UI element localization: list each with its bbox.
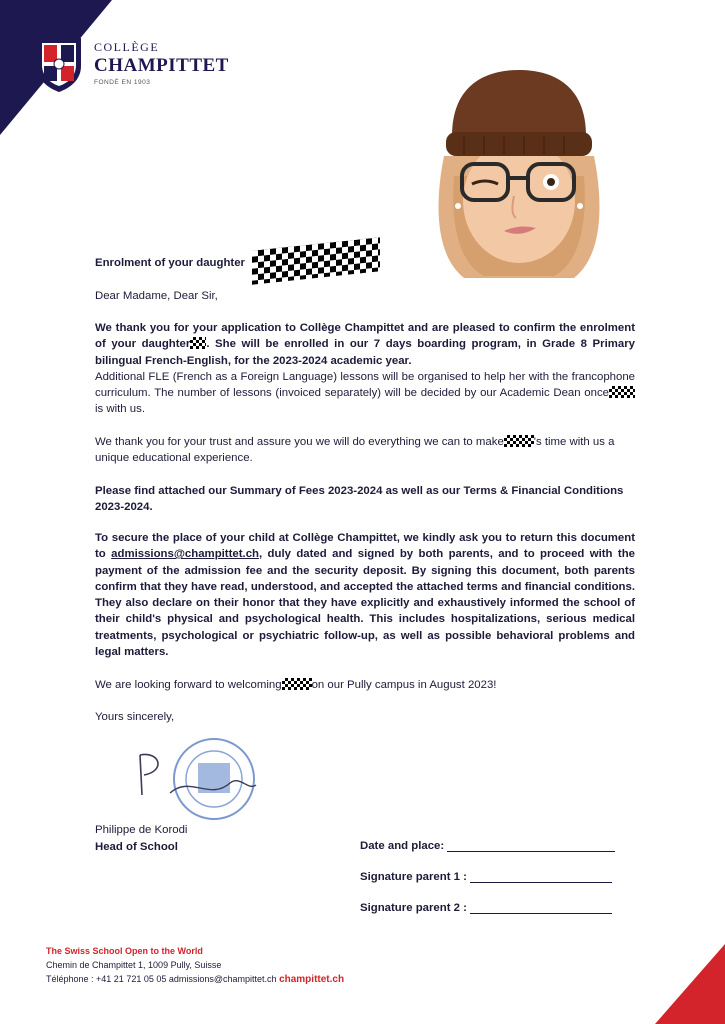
- logo-line-college: COLLÈGE: [94, 40, 160, 54]
- paragraph-trust: [95, 434, 635, 467]
- signature-parent-2-input-line[interactable]: [470, 901, 612, 914]
- paragraph-attachments: Please find attached our Summary of Fees 2023-2024 as well as our Terms & Financial Conditions 2023-2024.: [95, 485, 624, 514]
- p4-a: To secure the place of your child at Collège Champittet, we kindly ask you to return this document to: [95, 532, 635, 561]
- p5-a: We are looking forward to welcoming: [95, 679, 282, 691]
- paragraph-secure-place: [95, 530, 635, 660]
- date-place-field: [360, 839, 615, 852]
- footer-phone-email: Téléphone : +41 21 721 05 05 admissions@champittet.ch: [46, 974, 277, 984]
- signature-parent-2-field: [360, 901, 612, 914]
- redacted-name: [282, 678, 312, 690]
- corner-decoration-bottom-right: [655, 944, 725, 1024]
- signature-parent-1-label: Signature parent 1 :: [360, 871, 467, 883]
- paragraph-confirmation: [95, 320, 635, 418]
- admissions-email-link[interactable]: admissions@champittet.ch: [111, 548, 259, 561]
- letter-closing: Yours sincerely,: [95, 711, 175, 723]
- p2-b: 's time with us a unique educational experience.: [95, 436, 615, 465]
- redacted-name: [609, 386, 635, 398]
- redacted-name: [190, 337, 206, 349]
- p2-a: We thank you for your trust and assure you we will do everything we can to make: [95, 436, 504, 448]
- signature-stamp-image: [130, 735, 270, 825]
- logo-line-founded: FONDÉ EN 1903: [94, 78, 151, 86]
- footer-address: Chemin de Champittet 1, 1009 Pully, Suisse: [46, 960, 222, 970]
- logo-line-champittet: CHAMPITTET: [94, 55, 229, 76]
- redacted-name: [504, 435, 534, 447]
- signature-parent-2-label: Signature parent 2 :: [360, 902, 467, 914]
- p1-bold-a: We thank you for your application to Collège Champittet and are pleased to confirm the enrolment of your daughter: [95, 322, 635, 351]
- memoji-avatar-image: [424, 66, 614, 286]
- date-place-label: Date and place:: [360, 840, 445, 852]
- p1-bold-b: . She will be enrolled in our 7 days boarding program, in Grade 8 Primary bilingual French-English, for the 2023-2024 academic year.: [95, 338, 635, 367]
- school-crest-logo: [34, 34, 84, 94]
- footer-contact: [46, 972, 344, 987]
- p1-normal-a: Additional FLE (French as a Foreign Language) lessons will be organised to help her with the francophone curriculum. The number of lessons (invoiced separately) will be decided by our Academic Dean once: [95, 370, 635, 400]
- date-place-input-line[interactable]: [447, 839, 615, 852]
- signature-parent-1-field: [360, 870, 612, 883]
- p5-b: on our Pully campus in August 2023!: [311, 679, 497, 691]
- letter-subject: Enrolment of your daughter: [95, 257, 245, 269]
- p1-normal-b: is with us.: [95, 403, 146, 416]
- signature-parent-1-input-line[interactable]: [470, 870, 612, 883]
- footer-tagline: The Swiss School Open to the World: [46, 946, 203, 956]
- p4-b: , duly dated and signed by both parents, and to proceed with the payment of the admission fee and the security deposit. By signing this document, both parents confirm that they have read, understood, and accepted the attached terms and financial conditions. They also declare on their honor that they have explicitly and exhaustively informed the school of their child's physical and psychological health. This includes hospitalizations, serious medical treatments, psychological or psychiatric follow-up, as well as possible behavioral problems and legal matters.: [95, 548, 635, 659]
- footer-website-link[interactable]: champittet.ch: [279, 974, 345, 985]
- signer-title: Head of School: [95, 841, 178, 853]
- school-wordmark: [94, 40, 229, 86]
- letter-greeting: Dear Madame, Dear Sir,: [95, 290, 218, 302]
- paragraph-welcome: [95, 677, 635, 693]
- footer: [46, 944, 344, 987]
- signer-name: Philippe de Korodi: [95, 824, 188, 836]
